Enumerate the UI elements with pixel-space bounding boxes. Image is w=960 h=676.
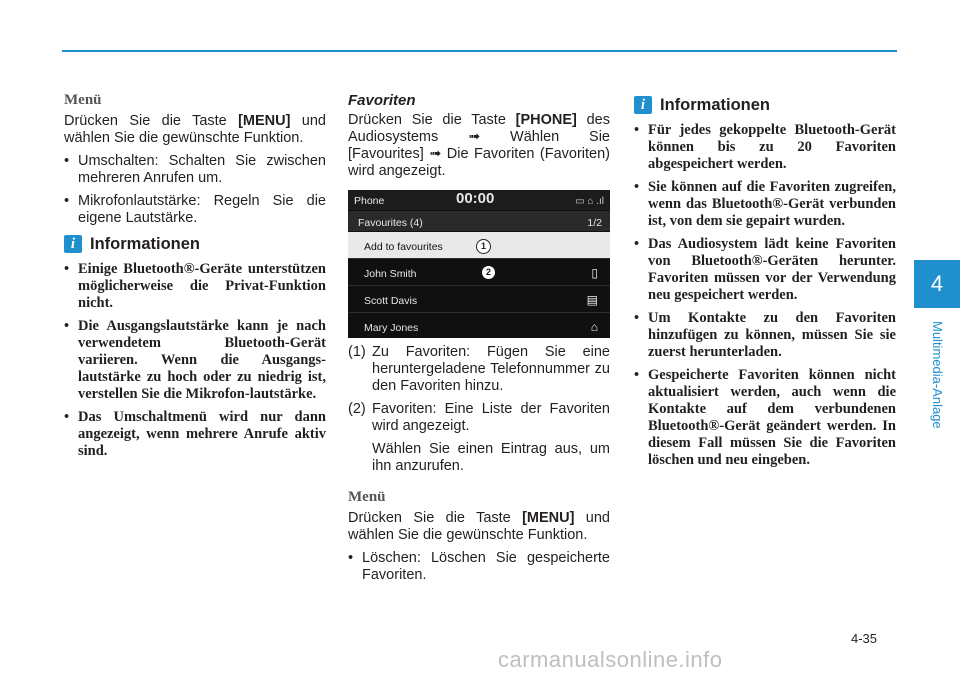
chapter-side-label: Multimedia-Anlage	[930, 321, 945, 429]
menu-heading: Menü	[348, 489, 386, 505]
info-title: Informationen	[660, 95, 770, 114]
phone-sub-bar	[348, 211, 610, 231]
watermark: carmanualsonline.info	[498, 647, 723, 672]
favorites-intro: Drücken Sie die Taste [PHONE] des Audiosystems ➟ Wählen Sie [Favourites] ➟ Die Favoriten (Favoriten) wird angezeigt.	[348, 112, 610, 179]
menu-heading: Menü	[64, 92, 102, 108]
info-header	[634, 96, 896, 114]
home-icon: ⌂	[590, 320, 598, 334]
list-item: • Mikrofonlautstärke: Regeln Sie die eigene Lautstärke.	[64, 193, 326, 227]
list-item: • Das Umschaltmenü wird nur dann angezeigt, wenn mehrere Anrufe aktiv sind.	[64, 409, 326, 460]
phone-clock: 00:00	[456, 190, 495, 207]
phone-key: [PHONE]	[515, 112, 577, 128]
column-left	[64, 92, 326, 466]
favourite-row: John Smith ▯	[348, 259, 610, 286]
add-to-favourites-row: Add to favourites	[348, 232, 610, 259]
list-item: • Sie können auf die Favoriten zugreifen, wenn das Bluetooth®-Gerät verbunden ist, von dem sie gepairt wurden.	[634, 179, 896, 230]
menu-paragraph: Drücken Sie die Taste [MENU] und wählen Sie die gewünschte Funktion.	[64, 113, 326, 146]
info-header	[64, 235, 326, 253]
list-item: • Einige Bluetooth®-Geräte unterstützen möglicherweise die Privat-Funktion nicht.	[64, 261, 326, 312]
callout-1: 1	[476, 239, 491, 254]
list-item: • Die Ausgangslautstärke kann je nach verwendetem Bluetooth-Gerät variieren. Wenn die Ausgangs-lautstärke zu hoch oder zu niedrig ist, verstellen Sie die Mikrofon-lautstärke.	[64, 318, 326, 403]
page-indicator: 1/2	[587, 217, 602, 229]
menu-key: [MENU]	[238, 113, 291, 129]
info-bullet-list	[64, 261, 326, 460]
info-title: Informationen	[90, 234, 200, 253]
mobile-icon: ▯	[591, 266, 598, 280]
favourite-row: Mary Jones ⌂	[348, 313, 610, 338]
list-item: (2) Favoriten: Eine Liste der Favoriten wird angezeigt. Wählen Sie einen Eintrag aus, um ihn anzurufen.	[348, 401, 610, 474]
info-icon: i	[64, 235, 82, 253]
menu-bullet-list	[64, 153, 326, 227]
phone-screen-figure	[348, 190, 610, 338]
list-item: (1) Zu Favoriten: Fügen Sie eine heruntergeladene Telefonnummer zu den Favoriten hinzu.	[348, 344, 610, 394]
favourites-count: Favourites (4)	[358, 217, 423, 229]
list-item: • Gespeicherte Favoriten können nicht aktualisiert werden, auch wenn die Kontakte auf dem verbundenen Bluetooth®-Gerät geändert werden. In diesem Fall müssen Sie die Favoriten löschen und neu eingeben.	[634, 367, 896, 469]
info-bullet-list	[634, 122, 896, 469]
phone-title: Phone	[354, 195, 385, 207]
menu-paragraph: Drücken Sie die Taste [MENU] und wählen Sie die gewünschte Funktion.	[348, 510, 610, 543]
list-item: • Löschen: Löschen Sie gespeicherte Favoriten.	[348, 550, 610, 584]
office-icon: ▤	[586, 293, 598, 307]
list-item: • Für jedes gekoppelte Bluetooth-Gerät können bis zu 20 Favoriten abgespeichert werden.	[634, 122, 896, 173]
list-item: • Um Kontakte zu den Favoriten hinzufügen zu können, müssen Sie sie zuerst herunterladen.	[634, 310, 896, 361]
column-right	[634, 96, 896, 475]
status-icons: ▭ ⌂ .ıl	[575, 196, 604, 207]
column-middle	[348, 92, 610, 590]
info-icon: i	[634, 96, 652, 114]
favourite-row: Scott Davis ▤	[348, 286, 610, 313]
callout-2: 2	[482, 266, 495, 279]
chapter-tab: 4	[914, 260, 960, 308]
arrow-icon: ➟	[468, 129, 481, 145]
favorites-heading: Favoriten	[348, 92, 416, 109]
arrow-icon: ➟	[429, 146, 442, 162]
numbered-list	[348, 344, 610, 475]
list-item: • Das Audiosystem lädt keine Favoriten von Bluetooth®-Geräten herunter. Favoriten müssen vor der Verwendung neu gespeichert werden.	[634, 236, 896, 304]
menu-key: [MENU]	[522, 510, 575, 526]
phone-status-bar	[348, 190, 610, 210]
page-number: 4-35	[851, 631, 878, 646]
top-rule	[62, 50, 897, 52]
menu-bullet-list	[348, 550, 610, 584]
list-item: • Umschalten: Schalten Sie zwischen mehreren Anrufen um.	[64, 153, 326, 187]
